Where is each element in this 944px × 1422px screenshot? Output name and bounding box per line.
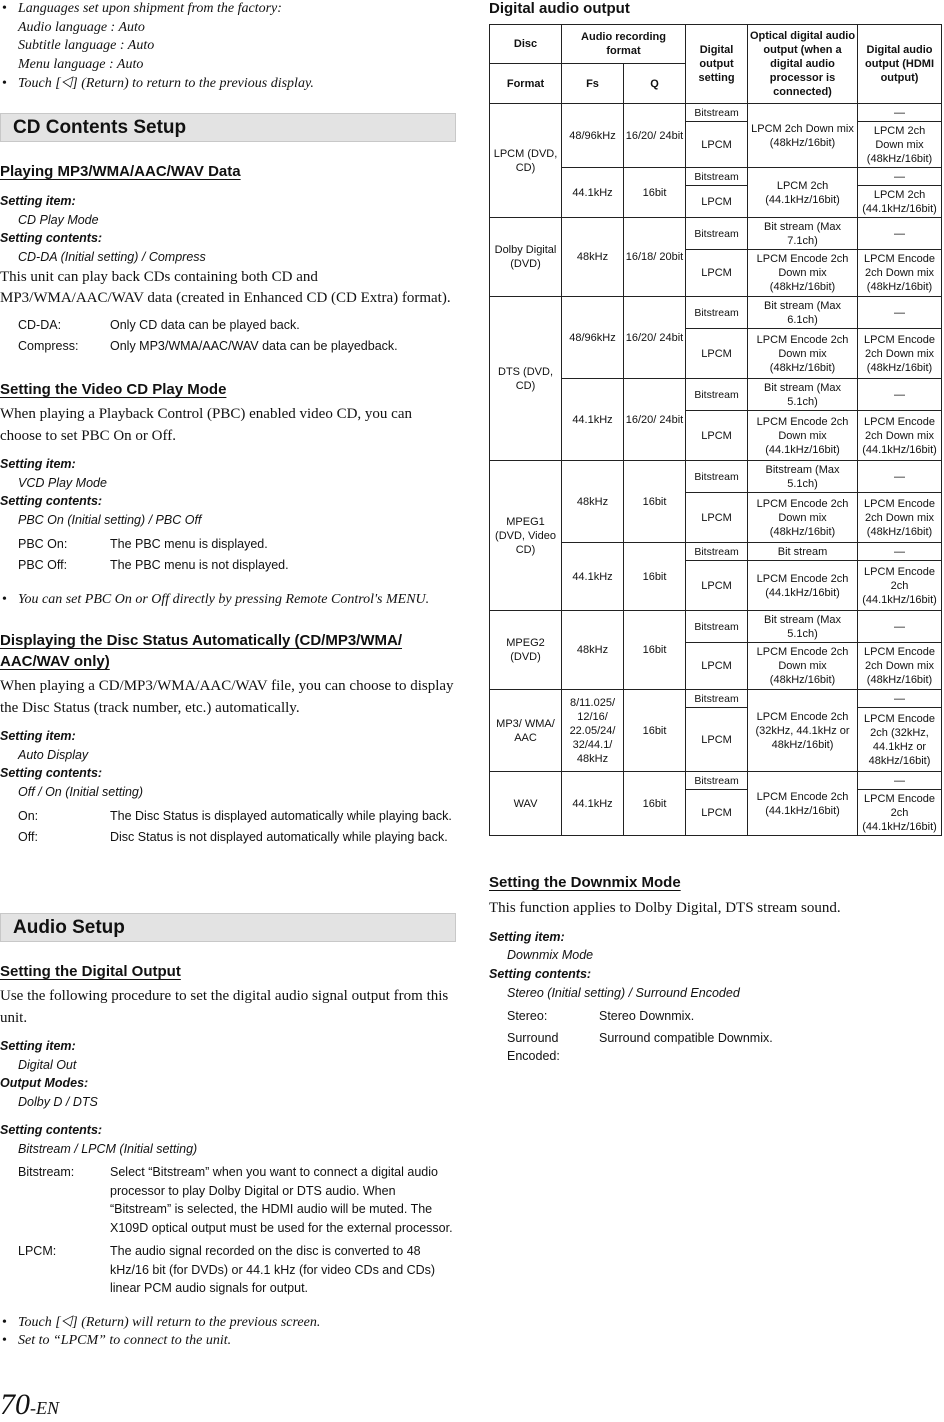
cell-hdmi: LPCM Encode 2ch Down mix (48kHz/16bit): [858, 329, 942, 379]
cell-hdmi: LPCM 2ch Down mix (48kHz/16bit): [858, 122, 942, 168]
table-row: [490, 690, 942, 708]
cell-optical: Bit stream (Max 6.1ch): [748, 297, 858, 329]
def-desc: Only MP3/WMA/AAC/WAV data can be playedback.: [110, 339, 398, 354]
cell-setting: LPCM: [686, 186, 748, 218]
cell-fs: 44.1kHz: [562, 772, 624, 836]
bullet-line: • Languages set upon shipment from the factory:: [18, 1, 282, 16]
header-fs: Fs: [562, 64, 624, 104]
cell-format: MPEG1 (DVD, Video CD): [490, 461, 562, 611]
cell-q: 16bit: [624, 690, 686, 772]
cell-optical: LPCM Encode 2ch (44.1kHz/16bit): [748, 561, 858, 611]
setting-contents-value: CD-DA (Initial setting) / Compress: [18, 250, 206, 265]
cell-setting: LPCM: [686, 643, 748, 690]
heading-downmix: Setting the Downmix Mode: [489, 874, 681, 891]
cell-optical: LPCM Encode 2ch (32kHz, 44.1kHz or 48kHz/16bit): [748, 690, 858, 772]
def-term: Stereo:: [507, 1009, 548, 1024]
header-digital-output-setting: Digital output setting: [686, 25, 748, 104]
table-row: [490, 104, 942, 122]
definition-row: [0, 556, 456, 575]
cell-optical: LPCM Encode 2ch Down mix (48kHz/16bit): [748, 493, 858, 543]
cell-q: 16bit: [624, 461, 686, 543]
heading-disc-status-line2: AAC/WAV only): [0, 653, 110, 670]
cell-setting: LPCM: [686, 790, 748, 836]
cell-format: MP3/ WMA/ AAC: [490, 690, 562, 772]
def-desc: The PBC menu is not displayed.: [110, 558, 289, 573]
setting-item-value: CD Play Mode: [18, 212, 99, 227]
bullet-item: • Set to “LPCM” to connect to the unit.: [0, 1332, 456, 1351]
cell-fs: 48kHz: [562, 611, 624, 690]
cell-hdmi: LPCM Encode 2ch Down mix (44.1kHz/16bit): [858, 411, 942, 461]
page-number-value: 70: [0, 1388, 30, 1421]
setting-item-label: Setting item:: [0, 1039, 76, 1053]
cell-format: DTS (DVD, CD): [490, 297, 562, 461]
header-q: Q: [624, 64, 686, 104]
heading-digital-output: Setting the Digital Output: [0, 963, 181, 980]
cell-setting: Bitstream: [686, 611, 748, 643]
def-term: Off:: [18, 830, 38, 845]
section-vcd: [0, 379, 456, 610]
setting-contents-value: Off / On (Initial setting): [18, 785, 144, 800]
cell-fs: 48/96kHz: [562, 297, 624, 379]
heading-disc-status-line1: Displaying the Disc Status Automatically (CD/MP3/WMA/: [0, 632, 403, 649]
cell-q: 16bit: [624, 168, 686, 218]
cell-setting: LPCM: [686, 708, 748, 772]
cell-setting: Bitstream: [686, 543, 748, 561]
cell-q: 16bit: [624, 611, 686, 690]
cell-format: WAV: [490, 772, 562, 836]
output-modes-value: Dolby D / DTS: [18, 1095, 98, 1110]
definition-row: [0, 828, 456, 847]
cell-hdmi: —: [858, 168, 942, 186]
bullet-item: • You can set PBC On or Off directly by pressing Remote Control's MENU.: [0, 591, 456, 610]
cell-format: LPCM (DVD, CD): [490, 104, 562, 218]
cell-format: MPEG2 (DVD): [490, 611, 562, 690]
def-desc: Only CD data can be played back.: [110, 317, 300, 332]
setting-contents-label: Setting contents:: [0, 494, 103, 509]
cell-hdmi: —: [858, 461, 942, 493]
cell-optical: Bit stream (Max 5.1ch): [748, 379, 858, 411]
cell-q: 16bit: [624, 543, 686, 611]
definition-row: [0, 807, 456, 826]
cell-setting: LPCM: [686, 561, 748, 611]
setting-item-value: VCD Play Mode: [18, 475, 107, 490]
cell-setting: Bitstream: [686, 168, 748, 186]
setting-contents-value: Stereo (Initial setting) / Surround Encoded: [507, 985, 740, 1000]
cell-hdmi: —: [858, 297, 942, 329]
setting-contents-value: Bitstream / LPCM (Initial setting): [18, 1141, 198, 1156]
bullet-line: Menu language : Auto: [18, 57, 144, 73]
table-row: [490, 772, 942, 790]
cell-q: 16/20/ 24bit: [624, 297, 686, 379]
header-hdmi-output: Digital audio output (HDMI output): [858, 25, 942, 104]
def-desc: Stereo Downmix.: [599, 1009, 695, 1024]
section-downmix: [489, 872, 941, 1066]
cell-optical: LPCM 2ch (44.1kHz/16bit): [748, 168, 858, 218]
table-row: [490, 297, 942, 329]
definition-row: [0, 337, 456, 356]
cell-setting: Bitstream: [686, 104, 748, 122]
intro-bullet-languages: [0, 0, 456, 94]
bullet-item: • Touch [⨞] (Return) will return to the previous screen.: [0, 1314, 456, 1333]
section-mp3: [0, 161, 456, 356]
cell-fs: 44.1kHz: [562, 168, 624, 218]
cell-setting: Bitstream: [686, 461, 748, 493]
cell-optical: LPCM Encode 2ch Down mix (44.1kHz/16bit): [748, 411, 858, 461]
output-modes-label: Output Modes:: [0, 1076, 89, 1091]
bullet-line: Audio language : Auto: [18, 19, 145, 35]
cell-setting: LPCM: [686, 329, 748, 379]
cell-fs: 48/96kHz: [562, 104, 624, 168]
cell-hdmi: LPCM Encode 2ch (44.1kHz/16bit): [858, 561, 942, 611]
cell-setting: Bitstream: [686, 218, 748, 250]
setting-item-value: Auto Display: [18, 747, 89, 762]
setting-contents-label: Setting contents:: [0, 1122, 103, 1137]
section-bar-audio-setup: Audio Setup: [0, 913, 456, 942]
def-term: Compress:: [18, 339, 79, 354]
table-row: [490, 218, 942, 250]
setting-contents-label: Setting contents:: [489, 966, 592, 981]
setting-item-label: Setting item:: [0, 194, 76, 208]
section-bar-cd-contents: CD Contents Setup: [0, 113, 456, 142]
cell-fs: 48kHz: [562, 461, 624, 543]
bullet-item: [0, 75, 456, 94]
cell-setting: LPCM: [686, 411, 748, 461]
cell-setting: LPCM: [686, 122, 748, 168]
table-row: [490, 611, 942, 643]
bullet-line: Subtitle language : Auto: [18, 38, 155, 54]
def-desc: Disc Status is not displayed automatically while playing back.: [110, 830, 448, 845]
cell-hdmi: —: [858, 104, 942, 122]
def-term: LPCM:: [18, 1244, 57, 1259]
definition-row: [489, 1029, 941, 1066]
def-term: PBC Off:: [18, 558, 68, 573]
setting-item-label: Setting item:: [0, 457, 76, 471]
cell-optical: LPCM Encode 2ch Down mix (48kHz/16bit): [748, 329, 858, 379]
bullet-line: • Touch [⨞] (Return) to return to the previous display.: [18, 75, 314, 91]
cell-fs: 44.1kHz: [562, 543, 624, 611]
header-disc: Disc: [490, 25, 562, 64]
def-desc: Surround compatible Downmix.: [599, 1030, 773, 1045]
cell-q: 16/20/ 24bit: [624, 104, 686, 168]
page-number: [0, 1388, 59, 1422]
setting-item-value: Digital Out: [18, 1057, 77, 1072]
page-number-suffix: -EN: [30, 1398, 59, 1418]
def-term: PBC On:: [18, 536, 68, 551]
cell-hdmi: LPCM Encode 2ch Down mix (48kHz/16bit): [858, 250, 942, 297]
cell-optical: Bit stream (Max 5.1ch): [748, 611, 858, 643]
section-digital-output: [0, 961, 456, 1351]
cell-setting: LPCM: [686, 493, 748, 543]
paragraph: When playing a CD/MP3/WMA/AAC/WAV file, you can choose to display the Disc Status (track number, etc.) automatically.: [0, 678, 454, 716]
cell-hdmi: LPCM 2ch (44.1kHz/16bit): [858, 186, 942, 218]
cell-fs: 48kHz: [562, 218, 624, 297]
paragraph: This function applies to Dolby Digital, DTS stream sound.: [489, 900, 841, 916]
def-desc: The PBC menu is displayed.: [110, 536, 268, 551]
cell-fs: 44.1kHz: [562, 379, 624, 461]
cell-setting: Bitstream: [686, 379, 748, 411]
cell-setting: LPCM: [686, 250, 748, 297]
definition-row: [0, 1242, 456, 1298]
cell-hdmi: LPCM Encode 2ch (44.1kHz/16bit): [858, 790, 942, 836]
header-optical-output: Optical digital audio output (when a digital audio processor is connected): [748, 25, 858, 104]
section-disc-status: [0, 630, 456, 847]
def-term: Surround Encoded:: [507, 1030, 560, 1064]
cell-hdmi: —: [858, 379, 942, 411]
cell-setting: Bitstream: [686, 297, 748, 329]
setting-contents-value: PBC On (Initial setting) / PBC Off: [18, 513, 202, 528]
cell-hdmi: —: [858, 772, 942, 790]
setting-item-label: Setting item:: [489, 929, 565, 944]
def-desc: The audio signal recorded on the disc is converted to 48 kHz/16 bit (for DVDs) or 44.1 kHz (for video CDs and CDs) linear PCM audio signals for output.: [110, 1244, 436, 1296]
cell-hdmi: —: [858, 543, 942, 561]
cell-optical: LPCM Encode 2ch (44.1kHz/16bit): [748, 772, 858, 836]
def-desc: Select “Bitstream” when you want to connect a digital audio processor to play Dolby Digital or DTS audio. When “Bitstream” is selected, the HDMI audio will be muted. The X109D optical output must be used for the external processor.: [110, 1165, 453, 1235]
definition-row: [0, 316, 456, 335]
table-title: Digital audio output: [489, 0, 630, 17]
cell-setting: Bitstream: [686, 772, 748, 790]
def-term: CD-DA:: [18, 317, 62, 332]
table-row: [490, 461, 942, 493]
cell-optical: LPCM Encode 2ch Down mix (48kHz/16bit): [748, 250, 858, 297]
cell-hdmi: LPCM Encode 2ch Down mix (48kHz/16bit): [858, 643, 942, 690]
bullet-item: [0, 0, 456, 75]
cell-optical: Bit stream: [748, 543, 858, 561]
cell-fs: 8/11.025/ 12/16/ 22.05/24/ 32/44.1/ 48kHz: [562, 690, 624, 772]
cell-optical: LPCM Encode 2ch Down mix (48kHz/16bit): [748, 643, 858, 690]
definition-row: [489, 1007, 941, 1026]
cell-hdmi: LPCM Encode 2ch Down mix (48kHz/16bit): [858, 493, 942, 543]
setting-contents-label: Setting contents:: [0, 231, 103, 246]
def-term: Bitstream:: [18, 1165, 75, 1180]
cell-q: 16/20/ 24bit: [624, 379, 686, 461]
header-format: Format: [490, 64, 562, 104]
cell-hdmi: LPCM Encode 2ch (32kHz, 44.1kHz or 48kHz/16bit): [858, 708, 942, 772]
cell-setting: Bitstream: [686, 690, 748, 708]
definition-row: [0, 1163, 456, 1237]
cell-hdmi: —: [858, 611, 942, 643]
heading-mp3: Playing MP3/WMA/AAC/WAV Data: [0, 163, 241, 180]
heading-vcd: Setting the Video CD Play Mode: [0, 381, 227, 398]
cell-format: Dolby Digital (DVD): [490, 218, 562, 297]
setting-item-label: Setting item:: [0, 729, 76, 743]
cell-q: 16bit: [624, 772, 686, 836]
cell-hdmi: —: [858, 218, 942, 250]
setting-item-value: Downmix Mode: [507, 948, 594, 963]
cell-optical: Bit stream (Max 7.1ch): [748, 218, 858, 250]
digital-audio-output-table: [489, 24, 942, 836]
cell-q: 16/18/ 20bit: [624, 218, 686, 297]
paragraph: This unit can play back CDs containing both CD and MP3/WMA/AAC/WAV data (created in Enhanced CD (CD Extra) format).: [0, 268, 451, 307]
cell-optical: Bitstream (Max 5.1ch): [748, 461, 858, 493]
definition-row: [0, 535, 456, 554]
cell-optical: LPCM 2ch Down mix (48kHz/16bit): [748, 104, 858, 168]
cell-hdmi: —: [858, 690, 942, 708]
paragraph: When playing a Playback Control (PBC) enabled video CD, you can choose to set PBC On or Off.: [0, 406, 412, 444]
paragraph: Use the following procedure to set the digital audio signal output from this unit.: [0, 988, 449, 1026]
def-desc: The Disc Status is displayed automatically while playing back.: [110, 808, 452, 823]
def-term: On:: [18, 808, 39, 823]
header-audio-recording-format: Audio recording format: [562, 25, 686, 64]
setting-contents-label: Setting contents:: [0, 766, 103, 781]
